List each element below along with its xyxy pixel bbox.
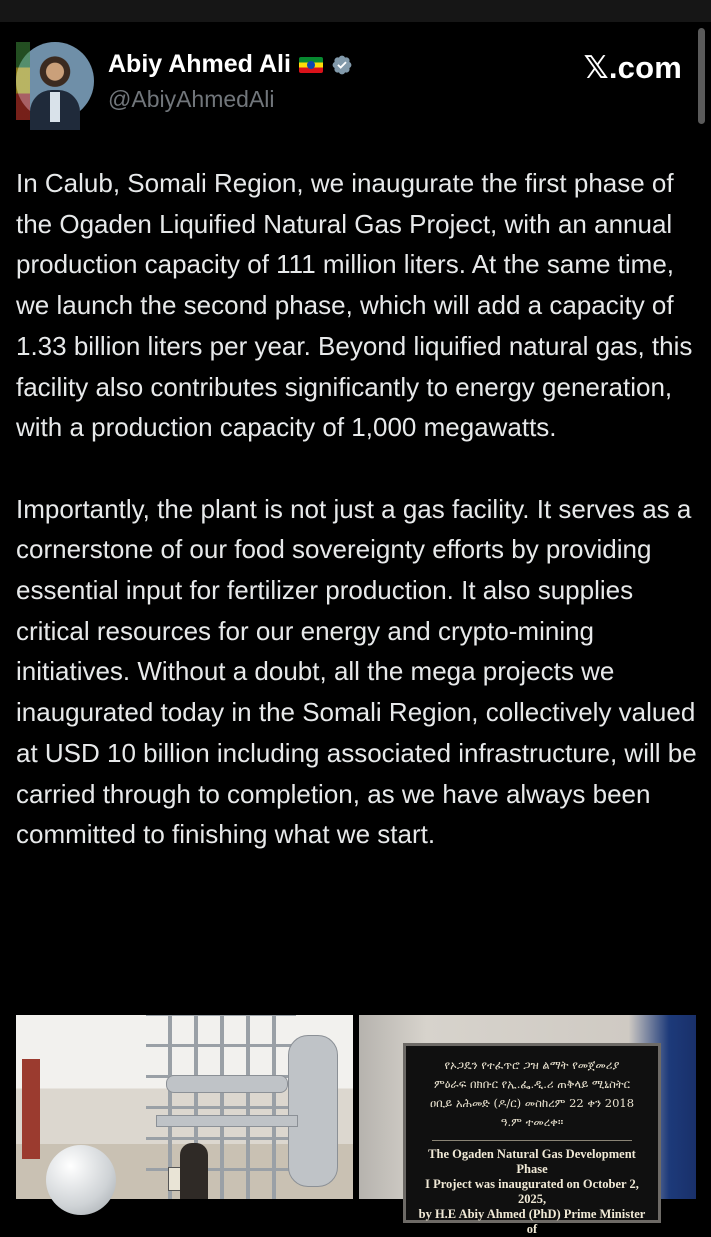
tweet-header	[16, 42, 696, 122]
inauguration-plaque	[403, 1043, 661, 1236]
display-name[interactable]: Abiy Ahmed Ali	[108, 50, 291, 78]
photo-pipe	[156, 1115, 298, 1127]
photo-person	[180, 1143, 208, 1199]
plaque-english-line: by H.E Abiy Ahmed (PhD) Prime Minister of	[418, 1207, 646, 1236]
tweet-media[interactable]	[16, 1015, 696, 1236]
top-bar	[0, 0, 711, 22]
plaque-english-line: I Project was inaugurated on October 2, 2025,	[425, 1177, 639, 1206]
tweet-body: In Calub, Somali Region, we inaugurate the first phase of the Ogaden Liquified Natural Gas Project, with an annual production capacity of 111 million liters. At the same time, we launch the second phase, which will add a capacity of 1.33 billion liters per year. Beyond liquified natural gas, this facility also contributes significantly to energy generation, with a production capacity of 1,000 megawatts. Importantly, the plant is not just a gas facility. It serves as a cornerstone of our food sovereignty efforts by providing essential input for fertilizer production. It also supplies critical resources for our energy and crypto-mining initiatives. Without a doubt, all the mega projects we inaugurated today in the Somali Region, collectively valued at USD 10 billion including associated infrastructure, will be carried through to completion, as we have always been committed to finishing what we start.	[16, 168, 697, 850]
name-row	[108, 50, 353, 79]
plaque-photo[interactable]	[359, 1015, 696, 1236]
verified-badge-icon	[331, 54, 353, 76]
avatar-shirt	[50, 92, 60, 122]
scrollbar[interactable]	[698, 28, 705, 124]
avatar[interactable]	[16, 42, 94, 120]
plaque-amharic-line: የኦጋዴን የተፈጥሮ ጋዝ ልማት የመጀመሪያ	[444, 1058, 620, 1072]
x-brand-label[interactable]	[584, 50, 682, 86]
plaque-amharic-line: ምዕራፍ በክቡር የኢ.ፌ.ዲ.ሪ ጠቅላይ ሚኒስትር	[433, 1077, 631, 1091]
gas-plant-photo[interactable]	[16, 1015, 353, 1199]
plaque-divider	[432, 1140, 632, 1141]
avatar-flag-backdrop	[16, 42, 30, 120]
ethiopia-flag-icon	[299, 57, 323, 73]
account-handle[interactable]: @AbiyAhmedAli	[108, 86, 275, 112]
photo-storage-sphere	[46, 1145, 116, 1215]
plaque-amharic-line: ዓ.ም ተመረቀ።	[500, 1115, 564, 1129]
photo-pipe	[166, 1075, 288, 1093]
photo-red-tank	[22, 1059, 40, 1159]
plaque-amharic-line: ዐቢይ አሕመድ (ዶ/ር) መስከረም 22 ቀን 2018	[429, 1096, 635, 1110]
x-logo-icon: 𝕏	[583, 50, 609, 86]
brand-domain: .com	[608, 50, 682, 85]
plaque-english-line: The Ogaden Natural Gas Development Phase	[428, 1147, 636, 1176]
photo-pipe	[288, 1035, 338, 1187]
